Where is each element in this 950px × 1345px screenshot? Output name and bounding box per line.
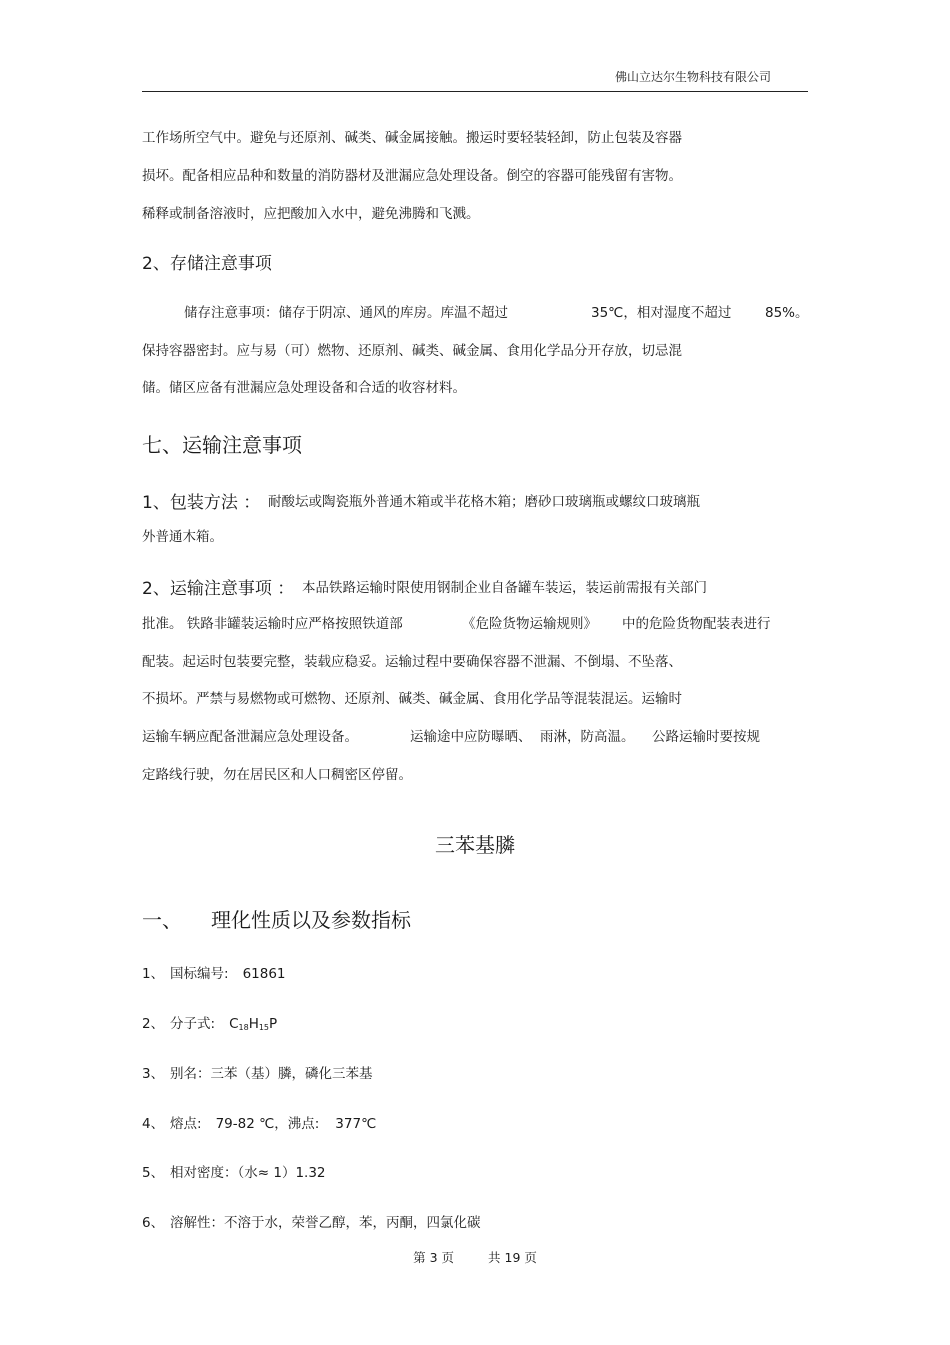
paragraph-line: 定路线行驶，勿在居民区和人口稠密区停留。	[142, 767, 412, 783]
paragraph-line: 耐酸坛或陶瓷瓶外普通木箱或半花格木箱；磨砂口玻璃瓶或螺纹口玻璃瓶	[268, 494, 700, 510]
paragraph-line: 不损坏。严禁与易燃物或可燃物、还原剂、碱类、碱金属、食用化学品等混装混运。运输时	[142, 691, 682, 707]
paragraph-line: 中的危险货物配装表进行	[622, 616, 771, 632]
paragraph-line: 《危险货物运输规则》	[462, 616, 597, 632]
paragraph-line: 外普通木箱。	[142, 529, 223, 545]
section-number: 一、	[142, 908, 182, 932]
storage-heading: 2、存储注意事项	[142, 254, 272, 274]
section-title: 理化性质以及参数指标	[211, 908, 411, 932]
property-item: 6、 溶解性：不溶于水，荣誉乙醇，苯，丙酮，四氯化碳	[142, 1215, 481, 1231]
paragraph-line: 本品铁路运输时限使用钢制企业自备罐车装运，装运前需报有关部门	[302, 580, 707, 596]
property-item: 2、 分子式: $C_{18}H_{15}P$	[142, 1016, 278, 1032]
transport-heading: 七、运输注意事项	[142, 433, 302, 457]
molecular-formula: $C_{18}H_{15}P$	[229, 1016, 278, 1032]
property-item: 1、 国标编号: 61861	[142, 966, 286, 982]
paragraph-line: 稀释或制备溶液时，应把酸加入水中，避免沸腾和飞溅。	[142, 206, 480, 222]
header-divider	[142, 91, 808, 92]
compound-title: 三苯基膦	[435, 833, 515, 857]
paragraph-line: 工作场所空气中。避免与还原剂、碱类、碱金属接触。搬运时要轻装轻卸，防止包装及容器	[142, 130, 682, 146]
paragraph-line: 85%。	[765, 305, 809, 321]
paragraph-line: 保持容器密封。应与易（可）燃物、还原剂、碱类、碱金属、食用化学品分开存放，切忌混	[142, 343, 682, 359]
packing-label: 1、包装方法 ：	[142, 493, 261, 513]
paragraph-line: 35℃，相对湿度不超过	[591, 305, 732, 321]
paragraph-line: 批准。 铁路非罐装运输时应严格按照铁道部	[142, 616, 403, 632]
paragraph-line: 雨淋，防高温。	[540, 729, 635, 745]
paragraph-line: 公路运输时要按规	[652, 729, 760, 745]
paragraph-line: 运输车辆应配备泄漏应急处理设备。	[142, 729, 358, 745]
paragraph-line: 运输途中应防曝晒、	[410, 729, 532, 745]
paragraph-line: 储。储区应备有泄漏应急处理设备和合适的收容材料。	[142, 380, 466, 396]
paragraph-line: 储存注意事项：储存于阴凉、通风的库房。库温不超过	[184, 305, 508, 321]
property-item: 3、 别名：三苯（基）膦，磷化三苯基	[142, 1066, 373, 1082]
company-header: 佛山立达尔生物科技有限公司	[615, 70, 772, 84]
property-item: 4、 熔点: 79-82 ℃，沸点: 377℃	[142, 1116, 377, 1132]
property-item: 5、 相对密度：（水≈ 1）1.32	[142, 1165, 326, 1181]
paragraph-line: 损坏。配备相应品种和数量的消防器材及泄漏应急处理设备。倒空的容器可能残留有害物。	[142, 168, 682, 184]
paragraph-line: 配装。起运时包装要完整，装载应稳妥。运输过程中要确保容器不泄漏、不倒塌、不坠落、	[142, 654, 682, 670]
page-footer: 第 3 页 共 19 页	[413, 1250, 537, 1265]
transport-notes-label: 2、运输注意事项 ：	[142, 579, 295, 599]
